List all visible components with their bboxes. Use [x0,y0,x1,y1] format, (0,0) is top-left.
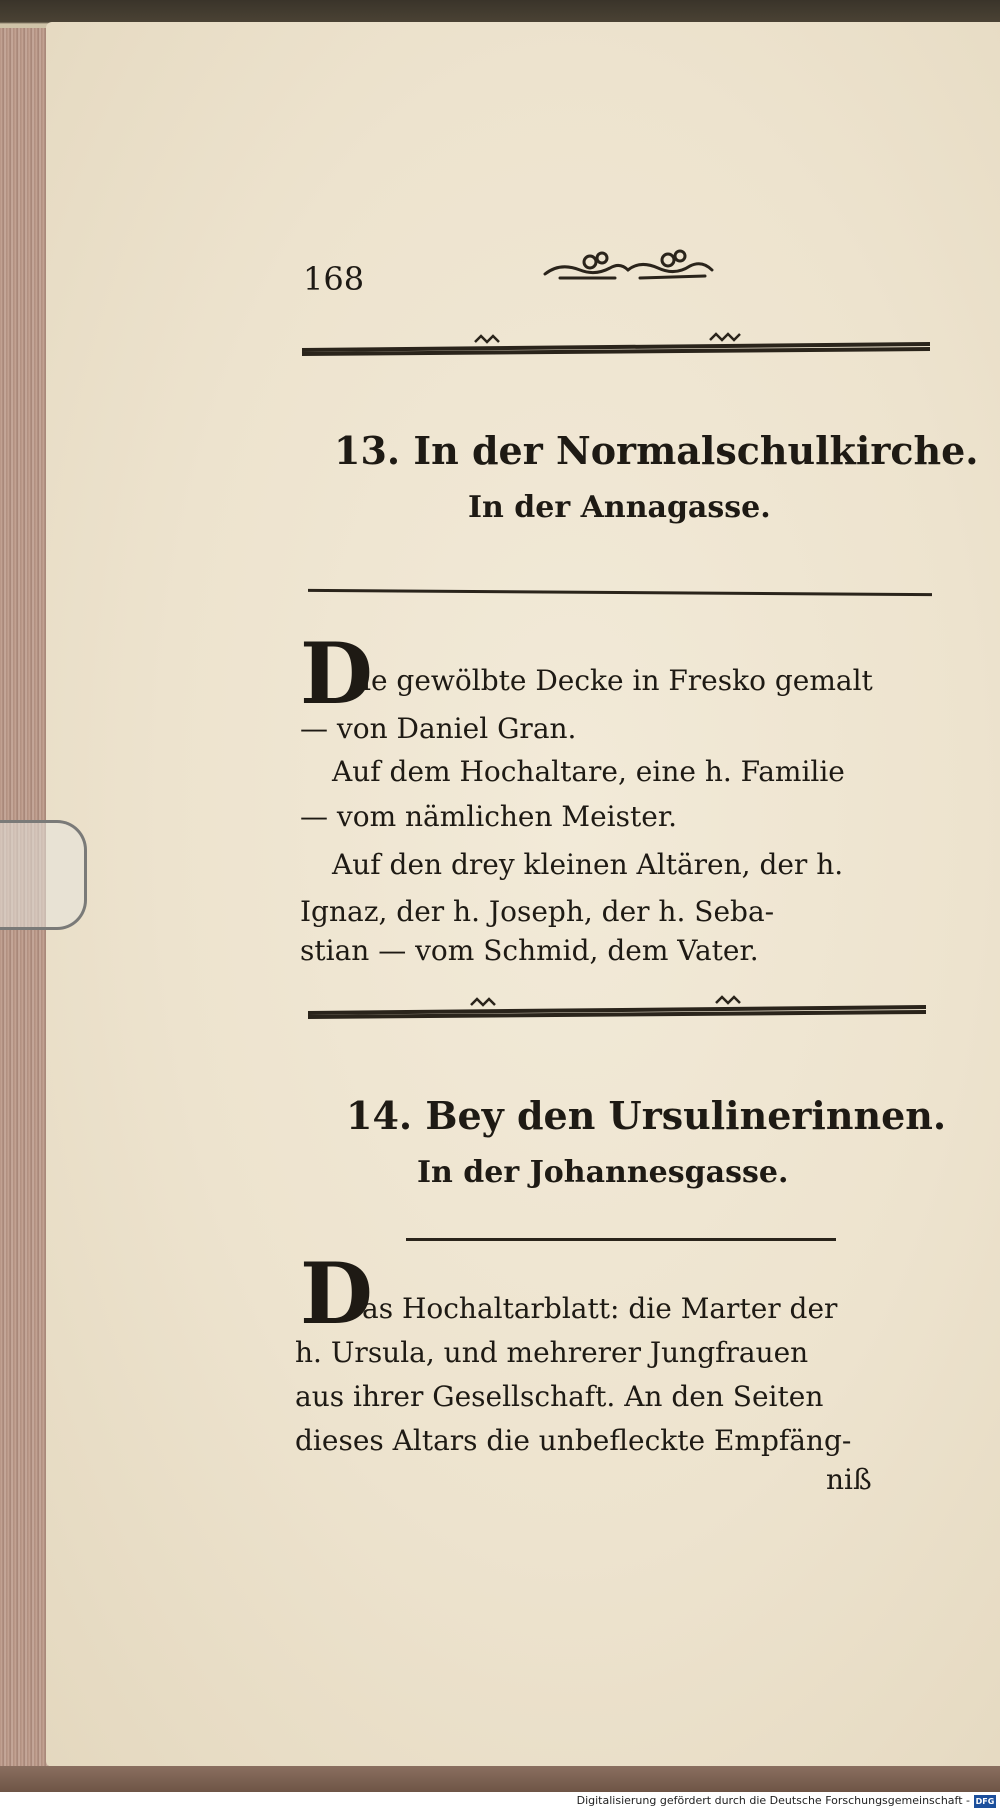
drop-cap: D [300,624,373,723]
section-14-heading: 14. Bey den Ursulinerinnen. [346,1093,947,1138]
text-line: stian — vom Schmid, dem Vater. [300,934,759,967]
text-line: Ignaz, der h. Joseph, der h. Seba- [300,895,775,928]
funding-credit: Digitalisierung gefördert durch die Deutsche Forschungsgemeinschaft - [576,1794,970,1807]
floral-ornament-icon [540,248,715,286]
text-line: as Hochaltarblatt: die Marter der [362,1292,838,1325]
text-line: — von Daniel Gran. [300,712,577,745]
page-number: 168 [303,260,365,298]
dfg-logo: DFG [975,1797,995,1806]
ornamental-rule [306,995,928,1021]
ornamental-rule [300,330,932,356]
book-bottom-edge [0,1766,1000,1792]
catchword: niß [826,1463,872,1496]
text-line: h. Ursula, und mehrerer Jungfrauen [295,1336,809,1369]
bookmark-tab [0,820,87,930]
text-line: — vom nämlichen Meister. [300,800,678,833]
section-14-subheading: In der Johannesgasse. [417,1155,789,1190]
text-line: aus ihrer Gesellschaft. An den Seiten [295,1380,824,1413]
divider-rule [406,1238,836,1241]
text-line: Auf den drey kleinen Altären, der h. [332,848,844,881]
drop-cap: D [300,1244,373,1343]
text-line: dieses Altars die unbefleckte Empfäng- [295,1424,852,1457]
section-13-subheading: In der Annagasse. [468,490,771,525]
text-line: Auf dem Hochaltare, eine h. Familie [332,755,845,788]
section-13-heading: 13. In der Normalschulkirche. [334,428,979,473]
text-line: ie gewölbte Decke in Fresko gemalt [362,664,873,697]
